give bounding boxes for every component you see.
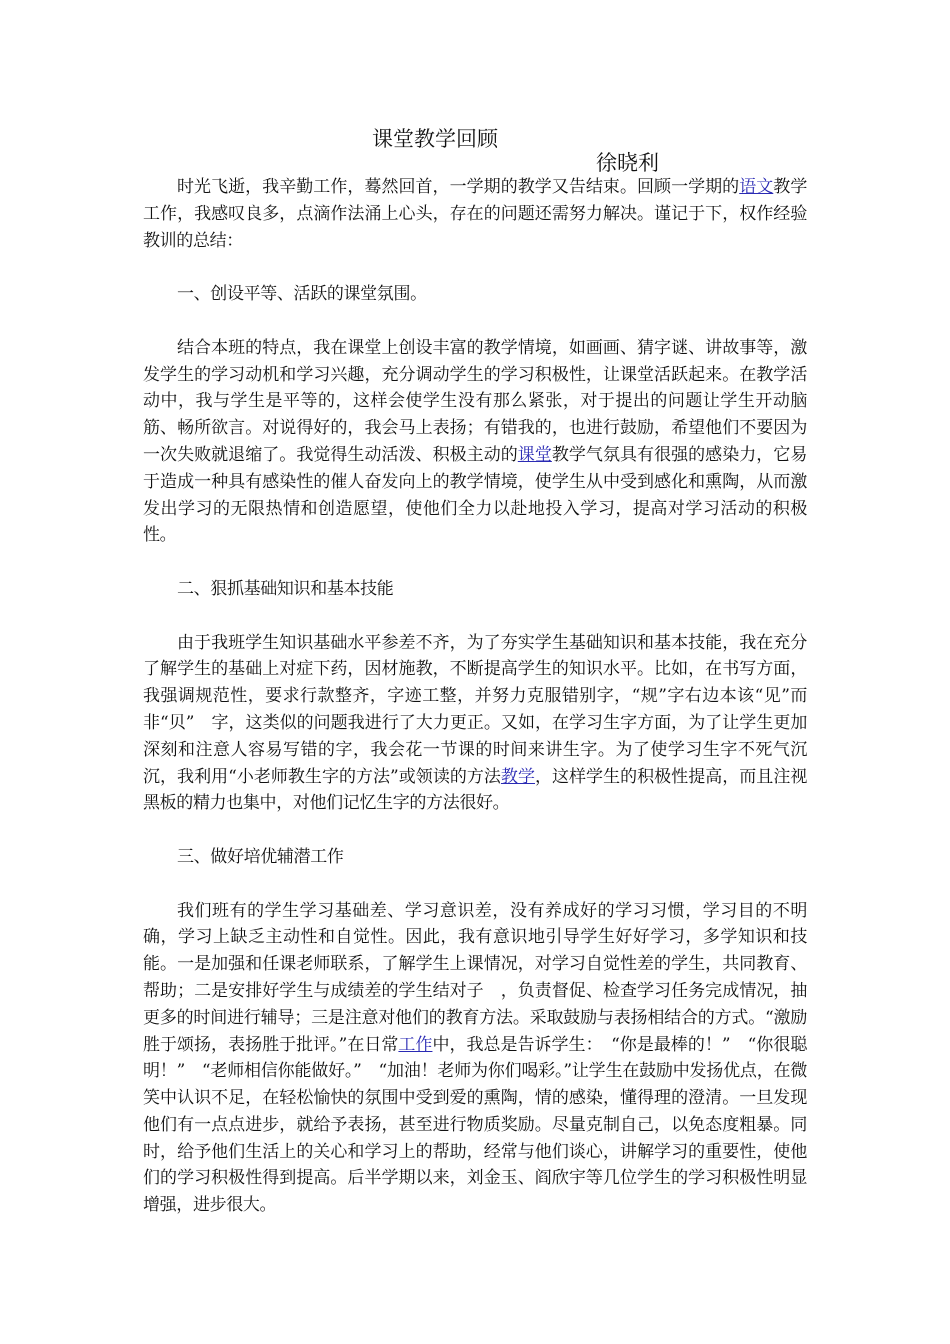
section-2-text-after: ，这样学生的积极性提高，而且注视黑板的精力也集中，对他们记忆生字的方法很好。 [143,766,807,814]
section-2-paragraph [143,630,807,818]
link-classroom[interactable]: 课堂 [517,444,552,465]
spacer [143,254,807,281]
link-chinese-subject[interactable]: 语文 [739,177,774,197]
section-3-heading: 三、做好培优辅潜工作 [177,846,344,867]
section-1-heading: 一、创设平等、活跃的课堂氛围。 [177,284,427,305]
document-body [143,174,807,1219]
spacer [143,308,807,335]
intro-paragraph [143,174,807,254]
spacer [143,603,807,630]
intro-text-after: 教学工作，我感叹良多，点滴作法涌上心头，存在的问题还需努力解决。谨记于下，权作经验教训的总结： [143,177,807,251]
spacer [143,817,807,844]
section-1-paragraph [143,335,807,549]
section-2-heading: 二、狠抓基础知识和基本技能 [177,578,394,599]
section-3-paragraph [143,898,807,1220]
section-3-text-after: 中，我总是告诉学生： “你是最棒的！” “你很聪明！” “老师相信你能做好。” “加油！老师为你们喝彩。”让学生在鼓励中发扬优点，在微笑中认识不足，在轻松愉快的氛围中受到爱的熏陶，情的感染，懂得理的澄清。一旦发现他们有一点点进步，就给予表扬，甚至进行物质奖励。尽量克制自己，以免态度粗暴。同时，给予他们生活上的关心和学习上的帮助，经常与他们谈心，讲解学习的重要性，使他们的学习积极性得到提高。后半学期以来，刘金玉、阎欣宇等几位学生的学习积极性明显增强，进步很大。 [143,1034,807,1216]
section-3-text-before: 我们班有的学生学习基础差、学习意识差，没有养成好的学习习惯，学习目的不明确，学习上缺乏主动性和自觉性。因此，我有意识地引导学生好好学习，多学知识和技能。一是加强和任课老师联系，了解学生上课情况，对学习自觉性差的学生，共同教育、帮助；二是安排好学生与成绩差的学生结对子 ，负责督促、检查学习任务完成情况，抽更多的时间进行辅导；三是注意对他们的教育方法。采取鼓励与表扬相结合的方式。“激励胜于颂扬，表扬胜于批评。”在日常 [143,900,807,1055]
section-2-text-before: 由于我班学生知识基础水平参差不齐，为了夯实学生基础知识和基本技能，我在充分了解学生的基础上对症下药，因材施教，不断提高学生的知识水平。比如，在书写方面，我强调规范性，要求行款整齐，字迹工整，并努力克服错别字，“规”字右边本该“见”而非“贝” 字，这类似的问题我进行了大力更正。又如，在学习生字方面，为了让学生更加深刻和注意人容易写错的字，我会花一节课的时间来讲生字。为了使学习生字不死气沉沉，我利用“小老师教生字的方法”或领读的方法 [143,632,807,787]
spacer [143,871,807,898]
document-title: 课堂教学回顾 [372,127,498,151]
intro-text-before: 时光飞逝，我辛勤工作，蓦然回首，一学期的教学又告结束。回顾一学期的 [177,177,740,197]
link-teaching[interactable]: 教学 [500,766,535,787]
section-1-text-after: 教学气氛具有很强的感染力，它易于造成一种具有感染性的催人奋发向上的教学情境，使学生从中受到感化和熏陶，从而激发出学习的无限热情和创造愿望，使他们全力以赴地投入学习，提高对学习活动的积极性。 [143,444,807,546]
spacer [143,549,807,576]
section-1-text-before: 结合本班的特点，我在课堂上创设丰富的教学情境，如画画、猜字谜、讲故事等，激发学生的学习动机和学习兴趣，充分调动学生的学习积极性，让课堂活跃起来。在教学活动中，我与学生是平等的，这样会使学生没有那么紧张，对于提出的问题让学生开动脑筋、畅所欲言。对说得好的，我会马上表扬；有错我的，也进行鼓励，希望他们不要因为一次失败就退缩了。我觉得生动活泼、积极主动的 [143,337,807,465]
link-work[interactable]: 工作 [398,1034,433,1055]
author-name: 徐晓利 [596,151,659,175]
